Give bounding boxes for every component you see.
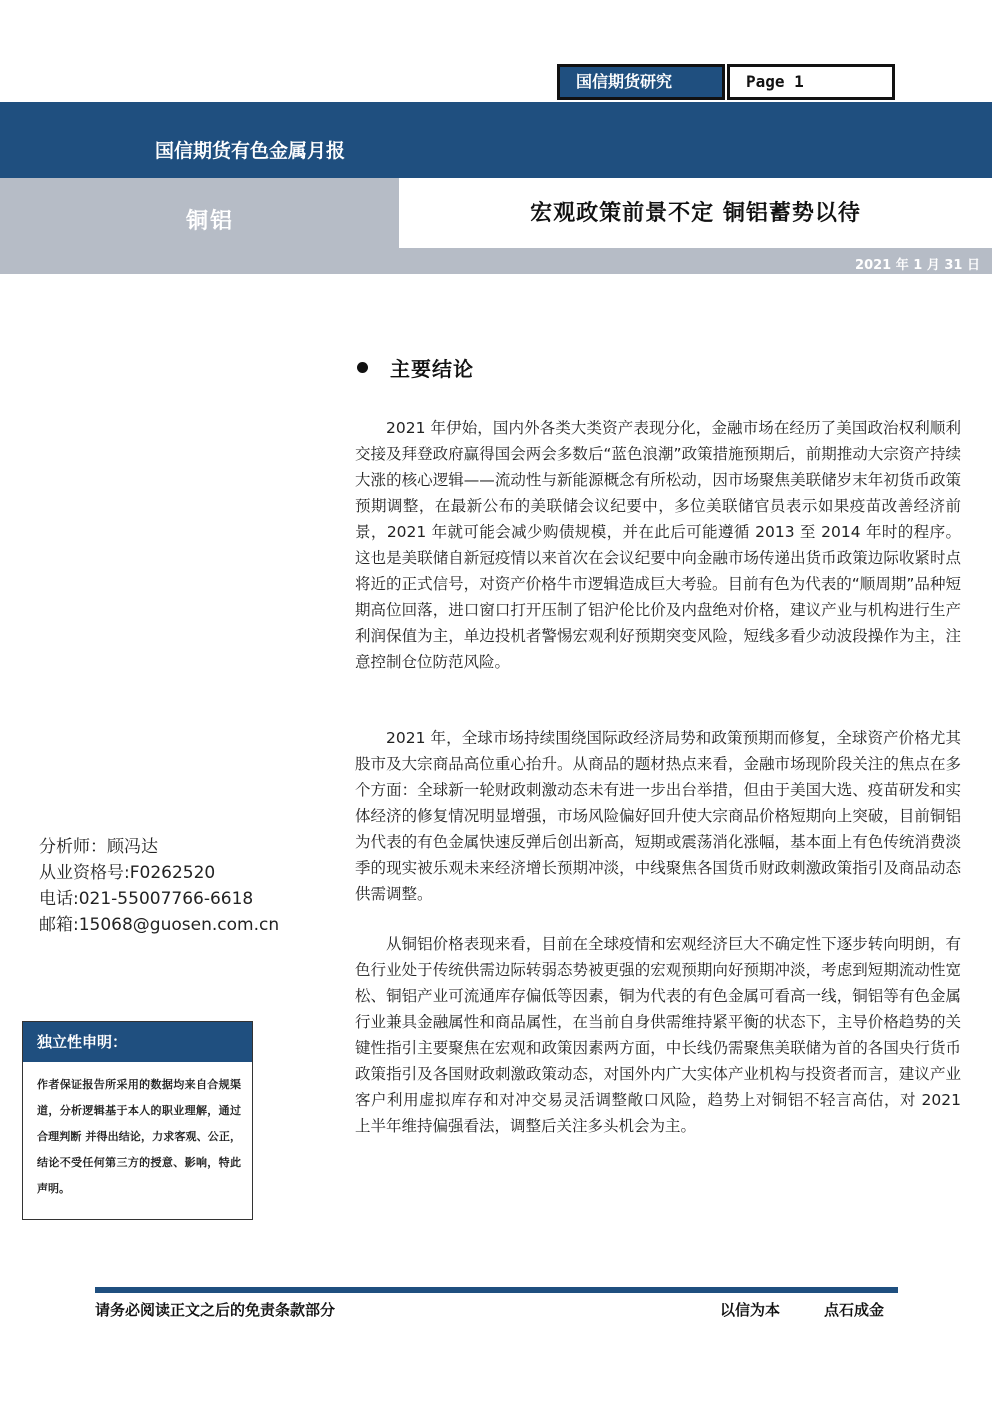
independence-body: 作者保证报告所采用的数据均来自合规渠道，分析逻辑基于本人的职业理解，通过合理判断 并得出结论，力求客观、公正，结论不受任何第三方的授意、影响，特此声明。 bbox=[37, 1078, 241, 1195]
page-number-tab: Page 1 bbox=[727, 64, 895, 100]
footer-rule bbox=[95, 1287, 898, 1293]
report-date: 2021 年 1 月 31 日 bbox=[855, 258, 980, 273]
conclusion-paragraph-3: 从铜铝价格表现来看，目前在全球疫情和宏观经济巨大不确定性下逐步转向明朗，有色行业处于传统供需边际转弱态势被更强的宏观预期向好预期冲淡，考虑到短期流动性宽松、铜铝产业可流通库存偏低等因素，铜为代表的有色金属可看高一线，铜铝等有色金属行业兼具金融属性和商品属性，在当前自身供需维持紧平衡的状态下，主导价格趋势的关键性指引主要聚焦在宏观和政策因素两方面，中长线仍需聚焦美联储为首的各国央行货币政策指引及各国财政刺激政策动态，对国外内广大实体产业机构与投资者而言，建议产业客户利用虚拟库存和对冲交易灵活调整敞口风险，趋势上对铜铝不轻言高估，对 2021 上半年维持偏强看法，调整后关注多头机会为主。 bbox=[355, 935, 961, 1135]
conclusion-paragraph-1: 2021 年伊始，国内外各类大类资产表现分化，金融市场在经历了美国政治权利顺利交接及拜登政府赢得国会两会多数后“蓝色浪潮”政策措施预期后，前期推动大宗资产持续大涨的核心逻辑——流动性与新能源概念有所松动，因市场聚焦美联储岁末年初货币政策预期调整，在最新公布的美联储会议纪要中，多位美联储官员表示如果疫苗改善经济前景，2021 年就可能会减少购债规模，并在此后可能遵循 2013 至 2014 年时的程序。这也是美联储自新冠疫情以来首次在会议纪要中向金融市场传递出货币政策边际收紧时点将近的正式信号，对资产价格牛市逻辑造成巨大考验。目前有色为代表的“顺周期”品种短期高位回落，进口窗口打开压制了铝沪伦比价及内盘绝对价格，建议产业与机构进行生产利润保值为主，单边投机者警惕宏观利好预期突变风险，短线多看少动波段操作为主，注意控制仓位防范风险。 bbox=[355, 419, 961, 671]
header-band bbox=[0, 102, 992, 178]
analyst-phone: 电话:021-55007766-6618 bbox=[39, 889, 254, 909]
conclusions-heading bbox=[357, 353, 474, 382]
independence-statement-box bbox=[22, 1021, 253, 1220]
sector-label: 铜铝 bbox=[186, 209, 235, 234]
footer-motto-2: 点石成金 bbox=[824, 1301, 885, 1319]
analyst-name: 分析师：顾冯达 bbox=[39, 837, 158, 857]
footer-disclaimer: 请务必阅读正文之后的免责条款部分 bbox=[95, 1301, 336, 1319]
date-strip bbox=[0, 248, 992, 274]
analyst-email: 邮箱:15068@guosen.com.cn bbox=[39, 915, 280, 935]
conclusion-paragraph-2: 2021 年，全球市场持续围绕国际政经济局势和政策预期而修复，全球资产价格尤其股市及大宗商品高位重心抬升。从商品的题材热点来看，金融市场现阶段关注的焦点在多个方面：全球新一轮财政刺激动态未有进一步出台举措，但由于美国大选、疫苗研发和实体经济的修复情况明显增强，市场风险偏好回升使大宗商品价格短期向上突破，目前铜铝为代表的有色金属快速反弹后创出新高，短期或震荡消化涨幅，基本面上有色传统消费淡季的现实被乐观未来经济增长预期冲淡，中线聚焦各国货币财政刺激政策指引及商品动态供需调整。 bbox=[355, 729, 961, 903]
report-series-title: 国信期货有色金属月报 bbox=[155, 140, 346, 162]
organization-tab: 国信期货研究 bbox=[557, 64, 725, 100]
report-headline: 宏观政策前景不定 铜铝蓄势以待 bbox=[530, 201, 861, 226]
analyst-certificate: 从业资格号:F0262520 bbox=[39, 863, 216, 883]
independence-title: 独立性申明： bbox=[23, 1022, 252, 1062]
conclusions-title: 主要结论 bbox=[390, 357, 474, 381]
footer-motto-1: 以信为本 bbox=[720, 1301, 781, 1319]
bullet-icon bbox=[357, 362, 368, 373]
